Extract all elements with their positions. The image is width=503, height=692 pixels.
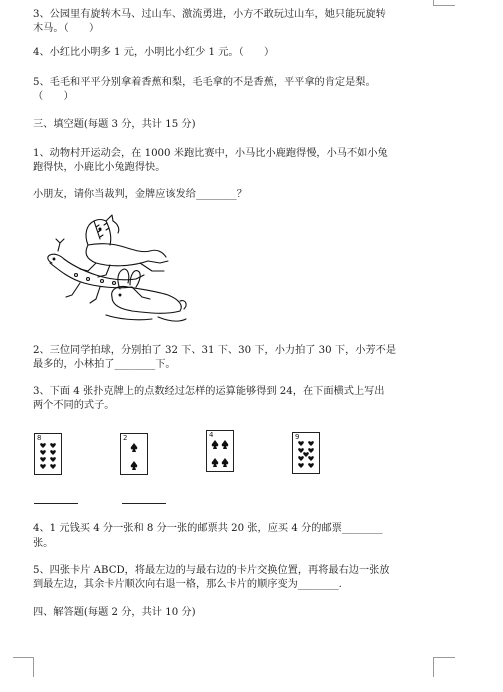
card-rank: 9 (295, 433, 300, 441)
spade-icon (124, 440, 144, 472)
answer-blank[interactable] (34, 503, 78, 504)
answer-blank[interactable] (122, 503, 166, 504)
rabbit-drawing (106, 269, 186, 321)
judge-q5-line2: （ ） (33, 91, 74, 102)
crop-mark (433, 5, 455, 6)
judge-q3-line2: 木马。（ ） (33, 23, 100, 34)
fill-q5-line2: 到最左边，其余卡片顺次向右退一格，那么卡片的顺序变为________. (33, 579, 342, 590)
crop-mark (13, 657, 33, 658)
section-heading-solve: 四、解答题(每题 2 分，共计 10 分) (33, 607, 196, 618)
judge-q5-line1: 5、毛毛和平平分别拿着香蕉和梨，毛毛拿的不是香蕉，平平拿的肯定是梨。 (33, 77, 376, 88)
crop-mark (433, 657, 434, 677)
fill-q4-line1: 4、1 元钱买 4 分一张和 8 分一张的邮票共 20 张，应买 4 分的邮票________ (33, 523, 383, 534)
card-rank: 4 (209, 431, 214, 439)
playing-card (292, 432, 320, 474)
spade-icon (210, 437, 230, 469)
fill-q3-line2: 两个不同的式子。 (33, 400, 115, 411)
section-heading-fill: 三、填空题(每题 3 分，共计 15 分) (33, 119, 196, 130)
judge-q3-line1: 3、公园里有旋转木马、过山车、激流勇进，小方不敢玩过山车，她只能玩旋转 (33, 9, 386, 20)
fill-q5-line1: 5、四张卡片 ABCD，将最左边的与最右边的卡片交换位置，再将最右边一张放 (33, 565, 390, 576)
playing-card (120, 433, 148, 475)
playing-card (34, 433, 62, 475)
fill-q2-line2: 最多的，小林拍了________下。 (33, 359, 176, 370)
heart-icon (296, 439, 316, 471)
fill-q1-line1: 1、动物村开运动会，在 1000 米跑比赛中，小马比小鹿跑得慢，小马不如小兔 (33, 148, 388, 159)
fill-q1-ask: 小朋友，请你当裁判，金牌应该发给________？ (33, 189, 247, 200)
fill-q1-line2: 跑得快，小鹿比小兔跑得快。 (33, 162, 166, 173)
playing-card (206, 430, 234, 472)
crop-mark (33, 657, 34, 677)
fill-q4-line2: 张。 (33, 538, 54, 549)
card-rank: 2 (123, 434, 128, 442)
fill-q3-line1: 3、下面 4 张扑克牌上的点数经过怎样的运算能够得到 24，在下面横式上写出 (33, 386, 385, 397)
fill-q2-line1: 2、三位同学拍球，分别拍了 32 下、31 下、30 下，小力拍了 30 下，小芳不是 (33, 345, 397, 356)
judge-q4: 4、小红比小明多 1 元，小明比小红少 1 元。（ ） (33, 47, 275, 58)
crop-mark (433, 657, 455, 658)
animal-race-illustration (40, 205, 190, 330)
horse-drawing (80, 215, 168, 277)
heart-icon (38, 440, 58, 472)
card-rank: 8 (37, 434, 42, 442)
